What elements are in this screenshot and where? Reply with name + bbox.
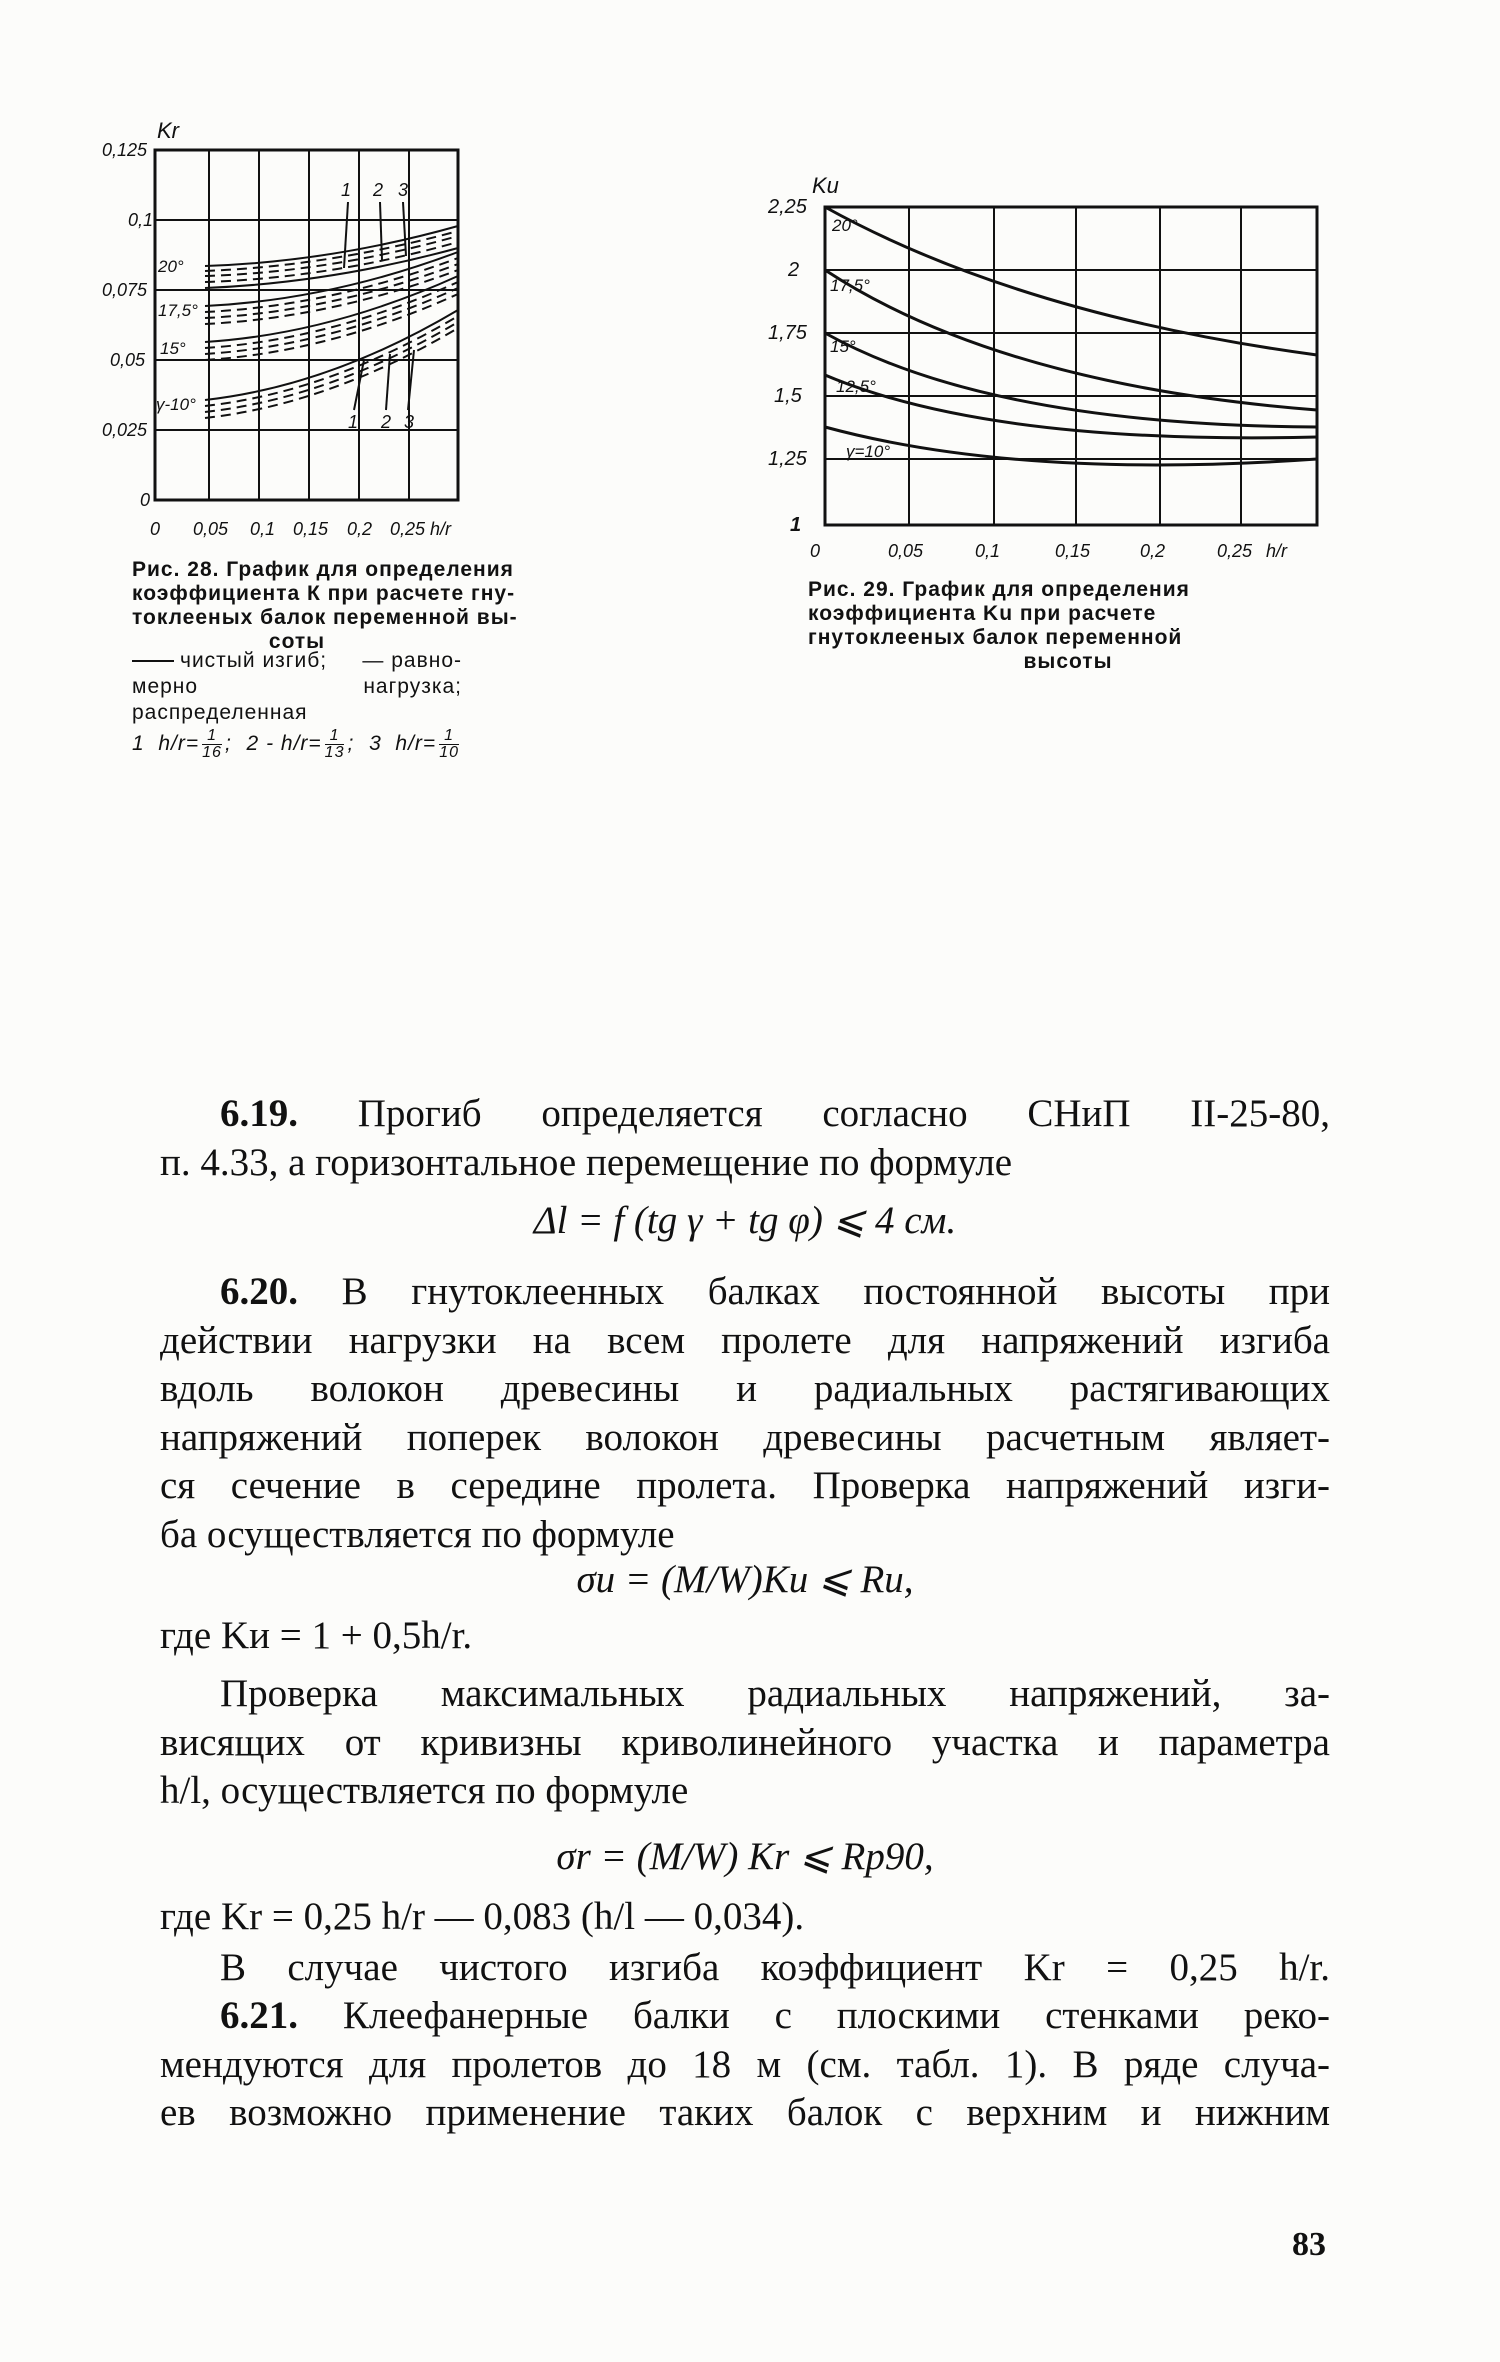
where-kr: где Kr = 0,25 h/r — 0,083 (h/l — 0,034). xyxy=(160,1895,805,1938)
fig28-y-tick: 0,05 xyxy=(110,350,146,370)
paragraph-line: действии нагрузки на всем пролете для напряжений изгиба xyxy=(160,1318,1330,1362)
section-label: 6.21. xyxy=(220,1994,298,2037)
fig28-x-tick: 0,25 xyxy=(390,519,426,539)
fig28-x-tick: 0,05 xyxy=(193,519,229,539)
legend-item: 3 h/r= $\frac{1}{10}$ xyxy=(369,727,459,761)
fig29-caption-line: коэффициента Ku при расчете xyxy=(808,602,1157,625)
fig28-caption xyxy=(132,558,518,654)
fig28-y-tick: 0,025 xyxy=(102,420,148,440)
fig29-y-tick: 2,25 xyxy=(768,196,807,218)
fig28-curves xyxy=(205,202,458,418)
solid-line-sample xyxy=(132,660,174,662)
fig28-curve-number: 1 xyxy=(348,412,359,432)
fig28-caption-line: коэффициента К при расчете гну- xyxy=(132,582,516,605)
fig29-angle-label: 20° xyxy=(832,216,858,235)
fig29-curves xyxy=(825,207,1317,465)
fig29-x-axis-label: h/r xyxy=(1266,541,1288,561)
fig29-angle-label: 12,5° xyxy=(836,377,876,396)
fig28-legend xyxy=(132,648,462,761)
fig28-x-tick: 0 xyxy=(150,519,161,539)
fig28-y-tick: 0,075 xyxy=(102,280,148,300)
fig29-x-tick: 0,15 xyxy=(1055,541,1091,561)
fig28-curve-number: 2 xyxy=(381,412,392,432)
where-ku: где Kи = 1 + 0,5h/r. xyxy=(160,1614,473,1657)
fig29-y-axis-label: Ku xyxy=(812,173,839,198)
paragraph-line: мендуются для пролетов до 18 м (см. табл. 1). В ряде случа- xyxy=(160,2042,1330,2086)
fig29-y-tick: 1 xyxy=(790,514,802,536)
section-label: 6.19. xyxy=(220,1092,298,1135)
fig29-y-tick: 1,75 xyxy=(768,322,807,344)
fig28-curve-number: 1 xyxy=(341,180,352,200)
formula-radial-stress: σr = (M/W) Kr ⩽ Rр90, xyxy=(556,1835,934,1878)
fig28-y-axis-label: Kr xyxy=(157,118,179,143)
fig29-caption-line: гнутоклееных балок переменной xyxy=(808,626,1183,649)
fig28-angle-label: 15° xyxy=(160,339,186,358)
fig28-caption-line: токлееных балок переменной вы- xyxy=(132,606,518,629)
section-6-21: 6.21. Клеефанерные балки с плоскими стенками реко- мендуются для пролетов до 18 м (см. табл. 1). В ряде случа- ев возможно применение таких балок с верхним и нижним xyxy=(160,1992,1330,2138)
fig28-curve-number: 2 xyxy=(373,180,384,200)
fig28-angle-label: 20° xyxy=(158,257,184,276)
fig29-y-tick: 1,25 xyxy=(768,448,807,470)
fig29-caption-line: Рис. 29. График для определения xyxy=(808,578,1190,601)
formula-displacement: Δl = f (tg γ + tg φ) ⩽ 4 см. xyxy=(533,1199,957,1242)
legend-item: 1 h/r= $\frac{1}{16}$ ; xyxy=(132,727,232,761)
fig28-y-tick: 0,125 xyxy=(102,140,148,160)
fig29-x-tick: 0,25 xyxy=(1217,541,1253,561)
legend-dashed-text: — равно- xyxy=(362,649,462,672)
paragraph-line: ся сечение в середине пролета. Проверка напряжений изги- xyxy=(160,1464,1330,1507)
fig28-angle-label: 17,5° xyxy=(158,301,198,320)
figure-29-chart xyxy=(760,165,1340,565)
paragraph-line: ба осуществляется по формуле xyxy=(160,1512,675,1556)
fig28-angle-label: γ-10° xyxy=(156,395,196,414)
fig29-angle-label: γ=10° xyxy=(846,442,891,461)
fig28-curve-number: 3 xyxy=(398,180,409,200)
fig29-x-tick: 0,1 xyxy=(975,541,1001,561)
pure-bending-line: В случае чистого изгиба коэффициент Kr = 0,25 h/r. xyxy=(220,1946,1330,1989)
legend-item: 2 - h/r= $\frac{1}{13}$ ; xyxy=(246,727,355,761)
fig28-caption-line: соты xyxy=(268,630,326,653)
fig28-x-axis-label: h/r xyxy=(430,519,452,539)
fig28-x-tick: 0,1 xyxy=(250,519,276,539)
fig28-y-tick: 0 xyxy=(140,490,151,510)
page-number: 83 xyxy=(1292,2226,1326,2263)
fig28-caption-line: Рис. 28. График для определения xyxy=(132,558,514,581)
legend-solid-text: чистый изгиб; xyxy=(180,649,328,672)
section-label: 6.20. xyxy=(220,1270,298,1313)
legend-line2-right: нагрузка; xyxy=(363,675,462,698)
fig29-y-tick: 1,5 xyxy=(774,385,802,407)
paragraph-radial xyxy=(160,1670,1330,1816)
paragraph-line: п. 4.33, а горизонтальное перемещение по формуле xyxy=(160,1140,1013,1184)
paragraph-line: вдоль волокон древесины и радиальных растягивающих xyxy=(160,1367,1330,1410)
legend-line2-left: мерно распределенная xyxy=(132,675,308,724)
fig28-curve-number: 3 xyxy=(404,412,415,432)
fig29-caption xyxy=(808,578,1328,674)
paragraph-line: Проверка максимальных радиальных напряжений, за- xyxy=(220,1672,1330,1715)
section-6-20: 6.20. В гнутоклеенных балках постоянной высоты при действии нагрузки на всем пролете для напряжений изгиба вдоль волокон древесины и радиальных растягивающих напряжений поперек волокон древесины расчетным являет- ся сечение в середине пролета. Проверка напряжений изги- ба осуществляется по формуле xyxy=(160,1268,1330,1559)
fig28-y-tick: 0,1 xyxy=(128,210,154,230)
paragraph-line: h/l, осуществляется по формуле xyxy=(160,1769,689,1812)
formula-bending-stress: σи = (M/W)Kи ⩽ Rи, xyxy=(576,1558,914,1601)
fig28-x-tick: 0,2 xyxy=(347,519,373,539)
fig29-caption-line: высоты xyxy=(1023,650,1113,673)
fig29-y-tick: 2 xyxy=(788,259,800,281)
section-6-19: 6.19. Прогиб определяется согласно СНиП II-25-80, п. 4.33, а горизонтальное перемещение по формуле xyxy=(160,1090,1330,1187)
fig29-x-tick: 0,05 xyxy=(888,541,924,561)
paragraph-line: висящих от кривизны криволинейного участка и параметра xyxy=(160,1720,1330,1764)
fig29-angle-label: 17,5° xyxy=(830,276,870,295)
fig29-x-tick: 0,2 xyxy=(1140,541,1166,561)
fig28-x-tick: 0,15 xyxy=(293,519,329,539)
paragraph-line: ев возможно применение таких балок с верхним и нижним xyxy=(160,2091,1330,2134)
fig29-x-tick: 0 xyxy=(810,541,821,561)
fig29-angle-label: 15° xyxy=(830,337,856,356)
figure-28-chart xyxy=(100,110,500,550)
paragraph-line: напряжений поперек волокон древесины расчетным являет- xyxy=(160,1415,1330,1459)
